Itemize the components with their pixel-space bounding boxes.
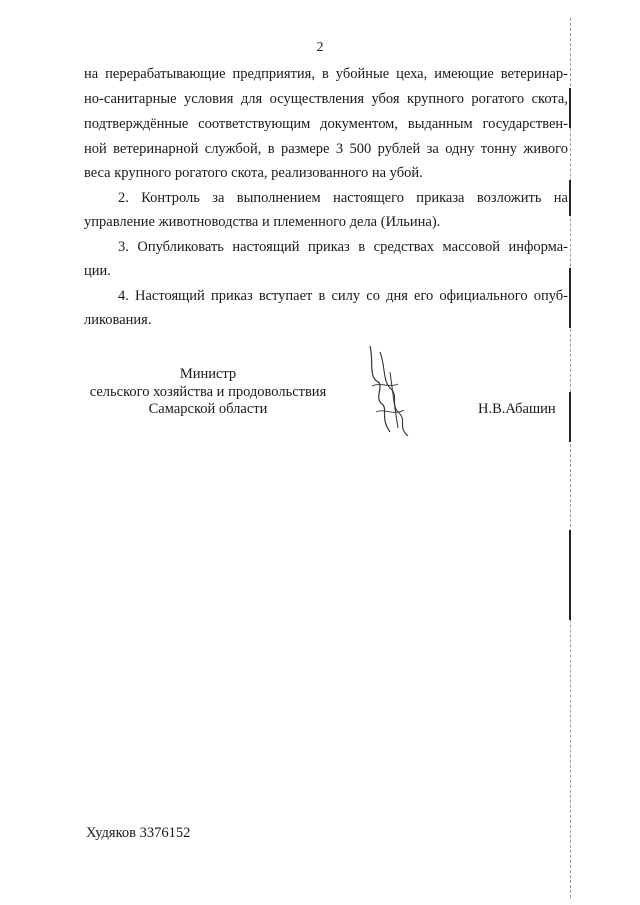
signatory-name: Н.В.Абашин xyxy=(478,401,556,417)
page-number: 2 xyxy=(316,40,324,55)
body-line: 2. Контроль за выполнением настоящего приказа возложить на xyxy=(118,190,568,206)
scan-margin-mark xyxy=(569,180,571,216)
body-line: ликования. xyxy=(84,312,152,328)
scan-margin-mark xyxy=(569,88,571,128)
body-line: веса крупного рогатого скота, реализованного на убой. xyxy=(84,165,423,181)
body-line: управление животноводства и племенного дела (Ильина). xyxy=(84,214,441,230)
executor-note: Худяков 3376152 xyxy=(86,825,191,841)
body-line: подтверждённые соответствующим документом, выданным государствен- xyxy=(84,116,568,132)
handwritten-signature xyxy=(360,342,416,438)
body-line: но-санитарные условия для осуществления убоя крупного рогатого скота, xyxy=(84,91,568,107)
body-line: 3. Опубликовать настоящий приказ в средствах массовой информа- xyxy=(118,239,568,255)
signatory-title: сельского хозяйства и продовольствия xyxy=(89,384,327,400)
signatory-title: Министр xyxy=(179,366,237,382)
scan-margin-mark xyxy=(569,530,571,620)
body-line: 4. Настоящий приказ вступает в силу со дня его официального опуб- xyxy=(118,288,568,304)
body-line: ции. xyxy=(84,263,111,279)
signatory-title: Самарской области xyxy=(148,401,268,417)
scan-margin-mark xyxy=(569,392,571,442)
body-line: на перерабатывающие предприятия, в убойные цеха, имеющие ветеринар- xyxy=(84,66,568,82)
scan-margin-line xyxy=(570,18,572,898)
scan-margin-mark xyxy=(569,268,571,328)
body-line: ной ветеринарной службой, в размере 3 500 рублей за одну тонну живого xyxy=(84,141,568,157)
